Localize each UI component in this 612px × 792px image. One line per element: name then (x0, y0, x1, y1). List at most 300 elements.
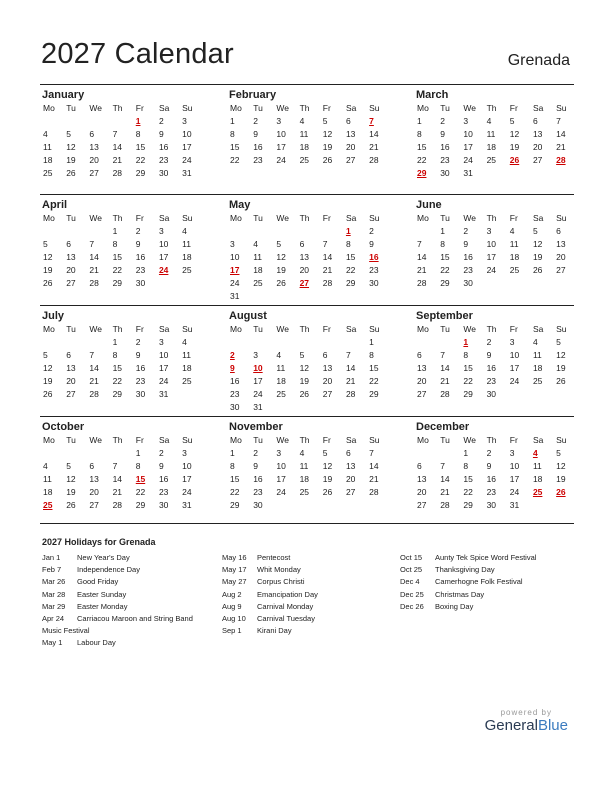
empty-day (227, 336, 250, 349)
day: 6 (417, 350, 422, 360)
weekday-header: Mo (230, 213, 242, 223)
holiday-item (222, 552, 392, 564)
month-days (40, 323, 200, 401)
day: 27 (345, 487, 356, 497)
weekday-header: Su (182, 213, 193, 223)
day: 2 (369, 226, 374, 236)
day: 7 (89, 350, 95, 360)
day: 18 (299, 474, 310, 484)
empty-day (320, 225, 343, 238)
empty-day (414, 225, 437, 238)
weekday-header: Tu (440, 103, 450, 113)
day: 24 (276, 155, 286, 165)
day: 9 (253, 129, 258, 139)
day: 25 (182, 265, 192, 275)
day: 29 (112, 389, 123, 399)
day: 16 (135, 252, 146, 262)
day: 15 (345, 252, 356, 262)
day: 12 (43, 363, 53, 373)
weekday-header: Fr (322, 435, 331, 445)
month-name: April (42, 199, 68, 211)
holiday-item (400, 576, 575, 588)
day: 23 (253, 487, 263, 497)
empty-day (273, 336, 296, 349)
day: 1 (230, 448, 235, 458)
weekday-header: Su (182, 103, 193, 113)
day: 4 (509, 226, 515, 236)
day: 29 (112, 278, 123, 288)
day: 13 (66, 363, 76, 373)
day: 3 (463, 116, 469, 126)
month-days (414, 323, 574, 401)
empty-day (86, 447, 109, 460)
day: 14 (345, 363, 356, 373)
month-days (414, 212, 574, 290)
empty-day (414, 336, 437, 349)
empty-day (110, 115, 133, 128)
month-april (40, 195, 200, 305)
weekday-header: Th (112, 435, 123, 445)
weekday-header: Tu (66, 213, 76, 223)
holiday-item (42, 625, 217, 637)
holiday-date: Oct 15 (400, 553, 423, 562)
day: 20 (556, 252, 566, 262)
day: 20 (89, 487, 99, 497)
day: 26 (322, 155, 333, 165)
day: 19 (276, 265, 286, 275)
generalblue-logo (485, 717, 568, 734)
day: 11 (532, 461, 542, 471)
holiday-day: 2 (230, 350, 235, 360)
holiday-item (222, 564, 392, 576)
day: 27 (66, 278, 76, 288)
weekday-header: Th (299, 103, 310, 113)
day: 3 (509, 448, 515, 458)
day: 7 (322, 239, 328, 249)
day: 6 (89, 129, 95, 139)
day: 8 (369, 350, 374, 360)
day: 3 (276, 116, 282, 126)
day: 20 (345, 474, 356, 484)
day: 26 (66, 168, 76, 178)
holiday-item (400, 552, 575, 564)
day: 30 (440, 168, 450, 178)
day: 23 (369, 265, 379, 275)
day: 13 (345, 461, 356, 471)
day: 24 (509, 487, 520, 497)
day: 2 (158, 448, 164, 458)
holiday-name: Carriacou Maroon and String Band (77, 614, 193, 624)
day: 23 (253, 155, 263, 165)
day: 6 (89, 461, 95, 471)
day: 30 (463, 278, 473, 288)
day: 11 (253, 252, 263, 262)
weekday-header: Su (182, 435, 193, 445)
holiday-day: 1 (135, 116, 141, 126)
day: 4 (43, 461, 48, 471)
day: 23 (463, 265, 473, 275)
month-days (40, 212, 200, 290)
weekday-header: Mo (417, 103, 429, 113)
day: 21 (369, 474, 379, 484)
day: 15 (112, 252, 123, 262)
day: 19 (322, 474, 333, 484)
day: 21 (440, 376, 450, 386)
weekday-header: Mo (230, 435, 242, 445)
day: 1 (440, 226, 445, 236)
day: 28 (322, 278, 333, 288)
month-days (227, 102, 387, 167)
day: 26 (299, 389, 310, 399)
weekday-header: Mo (230, 103, 242, 113)
day: 22 (369, 376, 379, 386)
month-days (414, 434, 574, 512)
holiday-date: Dec 25 (400, 589, 424, 599)
day: 26 (322, 487, 333, 497)
holiday-item (222, 625, 392, 637)
day: 15 (230, 142, 240, 152)
day: 29 (440, 278, 450, 288)
weekday-header: Tu (66, 103, 76, 113)
day: 6 (417, 461, 422, 471)
day: 11 (299, 461, 309, 471)
holiday-name: Boxing Day (435, 601, 474, 611)
day: 21 (440, 487, 450, 497)
empty-day (273, 225, 296, 238)
holiday-date: May 16 (222, 553, 247, 562)
day: 18 (299, 142, 310, 152)
day: 10 (509, 350, 520, 360)
day: 11 (486, 129, 496, 139)
divider (40, 523, 574, 524)
holiday-name: Corpus Christi (257, 577, 305, 587)
day: 28 (89, 278, 99, 288)
weekday-header: Fr (135, 435, 144, 445)
holiday-name: Pentecost (257, 553, 291, 562)
holiday-day: 1 (463, 337, 469, 347)
day: 7 (440, 461, 445, 471)
day: 12 (299, 363, 310, 373)
day: 21 (345, 376, 356, 386)
weekday-header: Th (299, 213, 310, 223)
month-september (414, 306, 574, 416)
day: 4 (276, 350, 282, 360)
day: 24 (509, 376, 520, 386)
weekday-header: Tu (440, 324, 450, 334)
day: 27 (66, 389, 76, 399)
holiday-item (222, 613, 392, 625)
holiday-name: Easter Monday (77, 601, 128, 611)
day: 20 (66, 376, 76, 386)
day: 18 (253, 265, 263, 275)
day: 8 (440, 239, 445, 249)
month-name: October (42, 421, 85, 433)
holiday-name: Emancipation Day (257, 589, 318, 599)
day: 28 (440, 389, 450, 399)
weekday-header: Mo (417, 435, 429, 445)
day: 21 (112, 155, 123, 165)
day: 24 (463, 155, 473, 165)
day: 7 (89, 239, 95, 249)
day: 30 (158, 500, 169, 510)
holiday-item (42, 637, 217, 649)
holiday-day: 15 (135, 474, 146, 484)
weekday-header: Fr (509, 103, 518, 113)
day: 21 (369, 142, 379, 152)
day: 10 (158, 239, 169, 249)
weekday-header: Fr (322, 103, 331, 113)
day: 11 (182, 350, 191, 360)
month-name: July (42, 310, 65, 322)
day: 14 (417, 252, 427, 262)
day: 7 (440, 350, 445, 360)
day: 12 (556, 461, 566, 471)
day: 31 (158, 389, 169, 399)
day: 6 (322, 350, 328, 360)
month-july (40, 306, 200, 416)
weekday-header: Su (182, 324, 193, 334)
holiday-name: Independence Day (77, 565, 140, 575)
day: 10 (182, 461, 192, 471)
day: 10 (463, 129, 473, 139)
holiday-date: May 1 (42, 638, 63, 648)
day: 27 (322, 389, 333, 399)
day: 1 (369, 337, 374, 347)
day: 5 (322, 116, 328, 126)
day: 24 (486, 265, 497, 275)
day: 16 (158, 474, 169, 484)
weekday-header: Th (486, 435, 497, 445)
day: 18 (486, 142, 497, 152)
weekday-header: Tu (66, 324, 76, 334)
day: 13 (322, 363, 333, 373)
day: 9 (463, 239, 469, 249)
day: 6 (556, 226, 561, 236)
day: 25 (509, 265, 520, 275)
day: 22 (463, 376, 473, 386)
day: 8 (230, 461, 235, 471)
day: 14 (440, 363, 450, 373)
weekday-header: We (276, 213, 289, 223)
day: 31 (230, 291, 240, 301)
holiday-day: 17 (230, 265, 240, 275)
day: 22 (135, 155, 146, 165)
holiday-day: 16 (369, 252, 379, 262)
day: 22 (345, 265, 356, 275)
day: 8 (417, 129, 422, 139)
day: 24 (158, 376, 169, 386)
day: 18 (182, 252, 192, 262)
day: 17 (158, 252, 169, 262)
weekday-header: Tu (253, 103, 263, 113)
holiday-item (42, 589, 217, 601)
day: 26 (66, 500, 76, 510)
day: 26 (276, 278, 286, 288)
day: 22 (135, 487, 146, 497)
day: 7 (112, 461, 118, 471)
day: 17 (182, 474, 192, 484)
day: 29 (135, 168, 146, 178)
brand-logo[interactable] (485, 708, 568, 734)
day: 6 (66, 239, 71, 249)
weekday-header: Fr (509, 435, 518, 445)
day: 5 (556, 448, 561, 458)
holiday-day: 9 (230, 363, 235, 373)
month-name: June (416, 199, 442, 211)
day: 12 (322, 461, 333, 471)
holiday-name: Camerhogne Folk Festival (435, 577, 523, 587)
weekday-header: Th (486, 103, 497, 113)
day: 30 (369, 278, 379, 288)
month-name: August (229, 310, 267, 322)
weekday-header: Th (299, 435, 310, 445)
day: 10 (509, 461, 520, 471)
day: 23 (158, 487, 169, 497)
holiday-date: May 27 (222, 577, 247, 587)
day: 24 (253, 389, 263, 399)
day: 3 (486, 226, 492, 236)
empty-day (86, 225, 109, 238)
weekday-header: Tu (440, 213, 450, 223)
day: 29 (230, 500, 240, 510)
day: 29 (463, 500, 473, 510)
day: 19 (556, 474, 566, 484)
day: 9 (253, 461, 258, 471)
month-days (227, 212, 387, 303)
day: 27 (417, 500, 427, 510)
empty-day (437, 447, 460, 460)
day: 10 (158, 350, 169, 360)
day: 18 (276, 376, 286, 386)
day: 20 (66, 265, 76, 275)
day: 2 (253, 116, 258, 126)
day: 1 (463, 448, 469, 458)
day: 12 (509, 129, 520, 139)
day: 31 (463, 168, 473, 178)
day: 5 (66, 461, 71, 471)
day: 15 (135, 142, 146, 152)
day: 14 (322, 252, 333, 262)
weekday-header: Su (369, 213, 380, 223)
holiday-item (400, 564, 575, 576)
day: 2 (463, 226, 469, 236)
day: 5 (276, 239, 282, 249)
day: 22 (112, 376, 123, 386)
day: 16 (253, 474, 263, 484)
day: 14 (89, 363, 99, 373)
holiday-day: 26 (556, 487, 566, 497)
day: 15 (417, 142, 427, 152)
day: 20 (532, 142, 543, 152)
weekday-header: Sa (158, 324, 170, 334)
day: 15 (112, 363, 123, 373)
day: 10 (276, 129, 286, 139)
month-march (414, 85, 574, 194)
holiday-date: Apr 24 (42, 614, 65, 624)
day: 3 (253, 350, 258, 360)
holiday-list-column-1 (42, 552, 217, 650)
day: 30 (486, 500, 497, 510)
day: 24 (276, 487, 286, 497)
holiday-day: 4 (532, 448, 538, 458)
day: 22 (112, 265, 123, 275)
weekday-header: Th (486, 324, 497, 334)
month-row (40, 194, 574, 305)
day: 13 (417, 363, 427, 373)
day: 20 (322, 376, 333, 386)
day: 5 (509, 116, 515, 126)
day: 11 (182, 239, 191, 249)
day: 15 (230, 474, 240, 484)
day: 9 (486, 461, 492, 471)
holiday-name: Music Festival (42, 626, 90, 636)
day: 28 (345, 389, 356, 399)
weekday-header: Tu (440, 435, 450, 445)
day: 9 (440, 129, 445, 139)
day: 10 (276, 461, 286, 471)
empty-day (414, 447, 437, 460)
day: 3 (230, 239, 235, 249)
day: 7 (112, 129, 118, 139)
month-december (414, 417, 574, 527)
empty-day (63, 115, 86, 128)
day: 30 (135, 389, 146, 399)
day: 21 (89, 376, 99, 386)
day: 14 (89, 252, 99, 262)
weekday-header: Sa (345, 324, 357, 334)
day: 29 (369, 389, 379, 399)
empty-day (40, 115, 63, 128)
day: 22 (440, 265, 450, 275)
holiday-date: Aug 10 (222, 614, 246, 624)
weekday-header: Su (556, 435, 567, 445)
weekday-header: Su (556, 103, 567, 113)
month-november (227, 417, 387, 527)
day: 25 (43, 168, 53, 178)
day: 2 (135, 337, 141, 347)
holiday-day: 28 (556, 155, 566, 165)
day: 13 (66, 252, 76, 262)
day: 23 (486, 487, 497, 497)
day: 23 (135, 265, 146, 275)
weekday-header: Su (369, 324, 380, 334)
day: 16 (135, 363, 146, 373)
holiday-item (400, 589, 575, 601)
holiday-name: Easter Sunday (77, 589, 127, 599)
day: 31 (253, 402, 263, 412)
day: 6 (345, 116, 351, 126)
weekday-header: Sa (532, 324, 544, 334)
weekday-header: Mo (417, 213, 429, 223)
day: 4 (253, 239, 258, 249)
empty-day (320, 336, 343, 349)
holiday-list-column-2 (222, 552, 392, 637)
day: 16 (463, 252, 473, 262)
day: 11 (532, 350, 542, 360)
day: 17 (276, 142, 286, 152)
weekday-header: Mo (417, 324, 429, 334)
day: 25 (532, 376, 543, 386)
holiday-item (400, 601, 575, 613)
day: 25 (276, 389, 286, 399)
day: 13 (89, 474, 99, 484)
holiday-item (222, 589, 392, 601)
holiday-date: Mar 29 (42, 601, 66, 611)
day: 17 (276, 474, 286, 484)
day: 1 (230, 116, 235, 126)
holiday-date: Dec 26 (400, 601, 424, 611)
day: 14 (369, 129, 379, 139)
